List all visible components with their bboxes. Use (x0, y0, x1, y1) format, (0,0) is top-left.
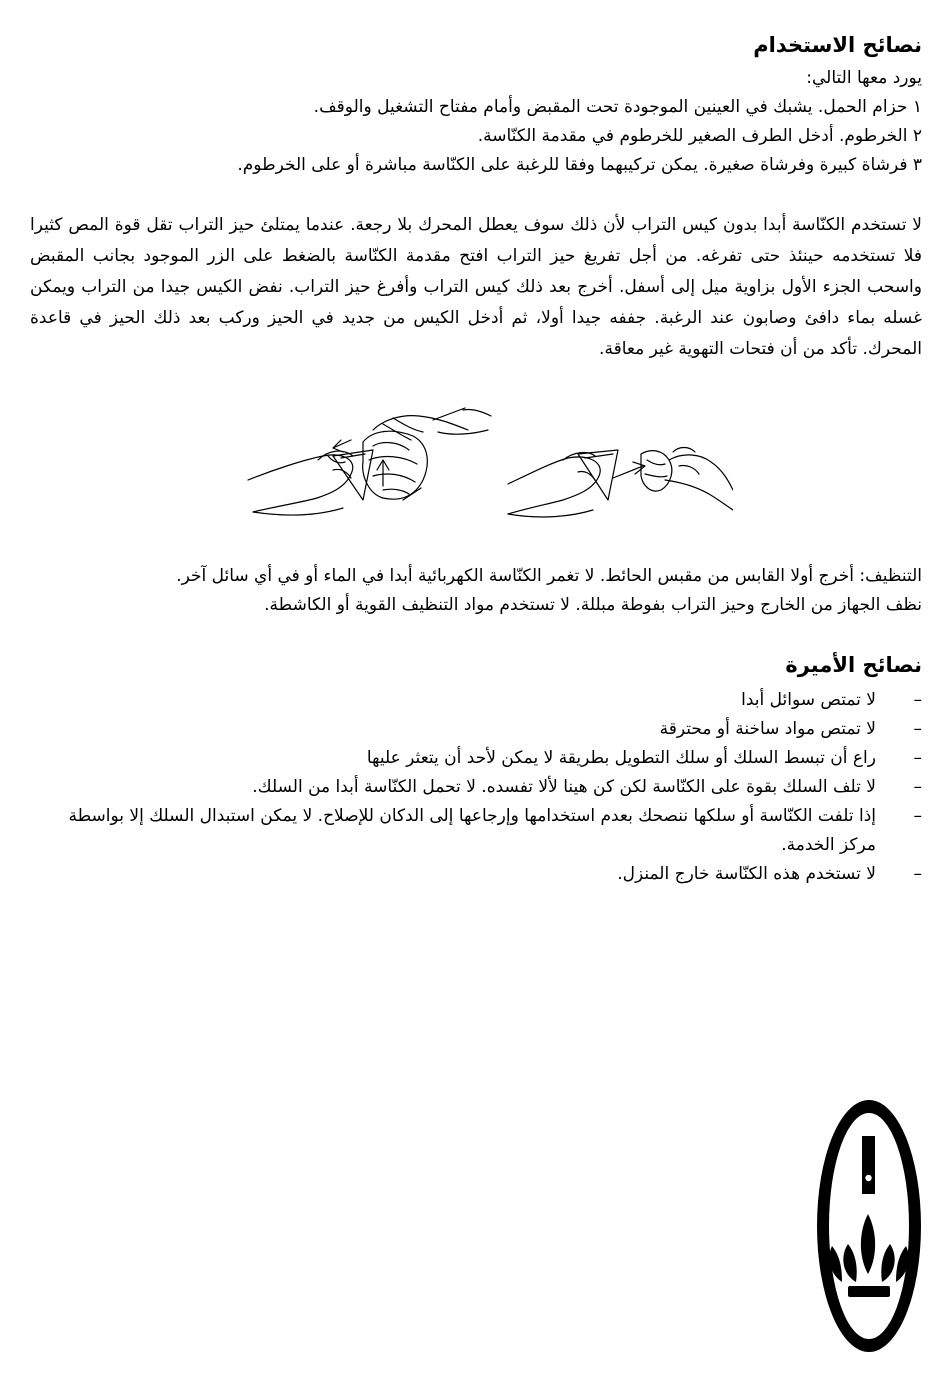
cleaning-block (30, 562, 922, 620)
dash-bullet: – (913, 777, 922, 797)
safety-list (30, 686, 922, 889)
usage-item-3: ٣ فرشاة كبيرة وفرشاة صغيرة. يمكن تركيبهما وفقا للرغبة على الكنّاسة مباشرة أو على الخرطوم. (237, 155, 922, 175)
list-item (30, 802, 922, 860)
usage-item-2: ٢ الخرطوم. أدخل الطرف الصغير للخرطوم في مقدمة الكنّاسة. (477, 126, 922, 146)
list-item (30, 773, 922, 802)
safety-title: نصائح الأميرة (785, 653, 922, 677)
dash-bullet: – (913, 719, 922, 739)
dash-bullet: – (913, 690, 922, 710)
hands-emptying-dust-bag-illustration (233, 390, 733, 540)
usage-item-1: ١ حزام الحمل. يشبك في العينين الموجودة تحت المقبض وأمام مفتاح التشغيل والوقف. (313, 97, 922, 117)
dash-bullet: – (913, 806, 922, 826)
list-item (30, 715, 922, 744)
usage-intro-block (30, 64, 922, 180)
cleaning-line-2: نظف الجهاز من الخارج وحيز التراب بفوطة مبللة. لا تستخدم مواد التنظيف القوية أو الكاشطة. (264, 595, 922, 615)
list-item (30, 860, 922, 889)
usage-title: نصائح الاستخدام (753, 33, 922, 57)
safety-item-text: لا تلف السلك بقوة على الكنّاسة لكن كن هينا لألا تفسده. لا تحمل الكنّاسة أبدا من السلك. (252, 777, 876, 797)
dust-bag-paragraph: لا تستخدم الكنّاسة أبدا بدون كيس التراب لأن ذلك سوف يعطل المحرك بلا رجعة. عندما يمتلئ حيز التراب تقل قوة المص كثيرا فلا تستخدمه حينئذ حتى تفرغه. من أجل تفريغ حيز التراب افتح مقدمة الكنّاسة بالضغط على الزر الموجود بجانب المقبض واسحب الجزء الأول بزاوية ميل إلى أسفل. أخرج بعد ذلك كيس التراب وأفرغ حيز التراب. نفض الكيس جيدا من التراب ويمكن غسله بماء دافئ وصابون عند الرغبة. جففه جيدا أولا، ثم أدخل الكيس من جديد في الحيز وركب بعد ذلك الحيز في قاعدة المحرك. تأكد من أن فتحات التهوية غير معاقة. (30, 215, 922, 359)
princess-crown-logo (814, 1096, 924, 1356)
safety-item-text: لا تستخدم هذه الكنّاسة خارج المنزل. (617, 864, 876, 884)
safety-item-text: لا تمتص مواد ساخنة أو محترقة (659, 719, 876, 739)
usage-intro: يورد معها التالي: (806, 68, 922, 88)
dust-bag-paragraph-block (30, 210, 922, 365)
list-item (30, 686, 922, 715)
list-item (30, 744, 922, 773)
cleaning-line-1: التنظيف: أخرج أولا القابس من مقبس الحائط. لا تغمر الكنّاسة الكهربائية أبدا في الماء أو في أي سائل آخر. (176, 566, 922, 586)
safety-item-text: راع أن تبسط السلك أو سلك التطويل بطريقة لا يمكن لأحد أن يتعثر عليها (366, 748, 876, 768)
dash-bullet: – (913, 748, 922, 768)
safety-item-text: لا تمتص سوائل أبدا (741, 690, 876, 710)
dash-bullet: – (913, 864, 922, 884)
safety-item-text: إذا تلفت الكنّاسة أو سلكها ننصحك بعدم استخدامها وإرجاعها إلى الدكان للإصلاح. لا يمكن استبدال السلك إلا بواسطة مركز الخدمة. (68, 806, 876, 855)
